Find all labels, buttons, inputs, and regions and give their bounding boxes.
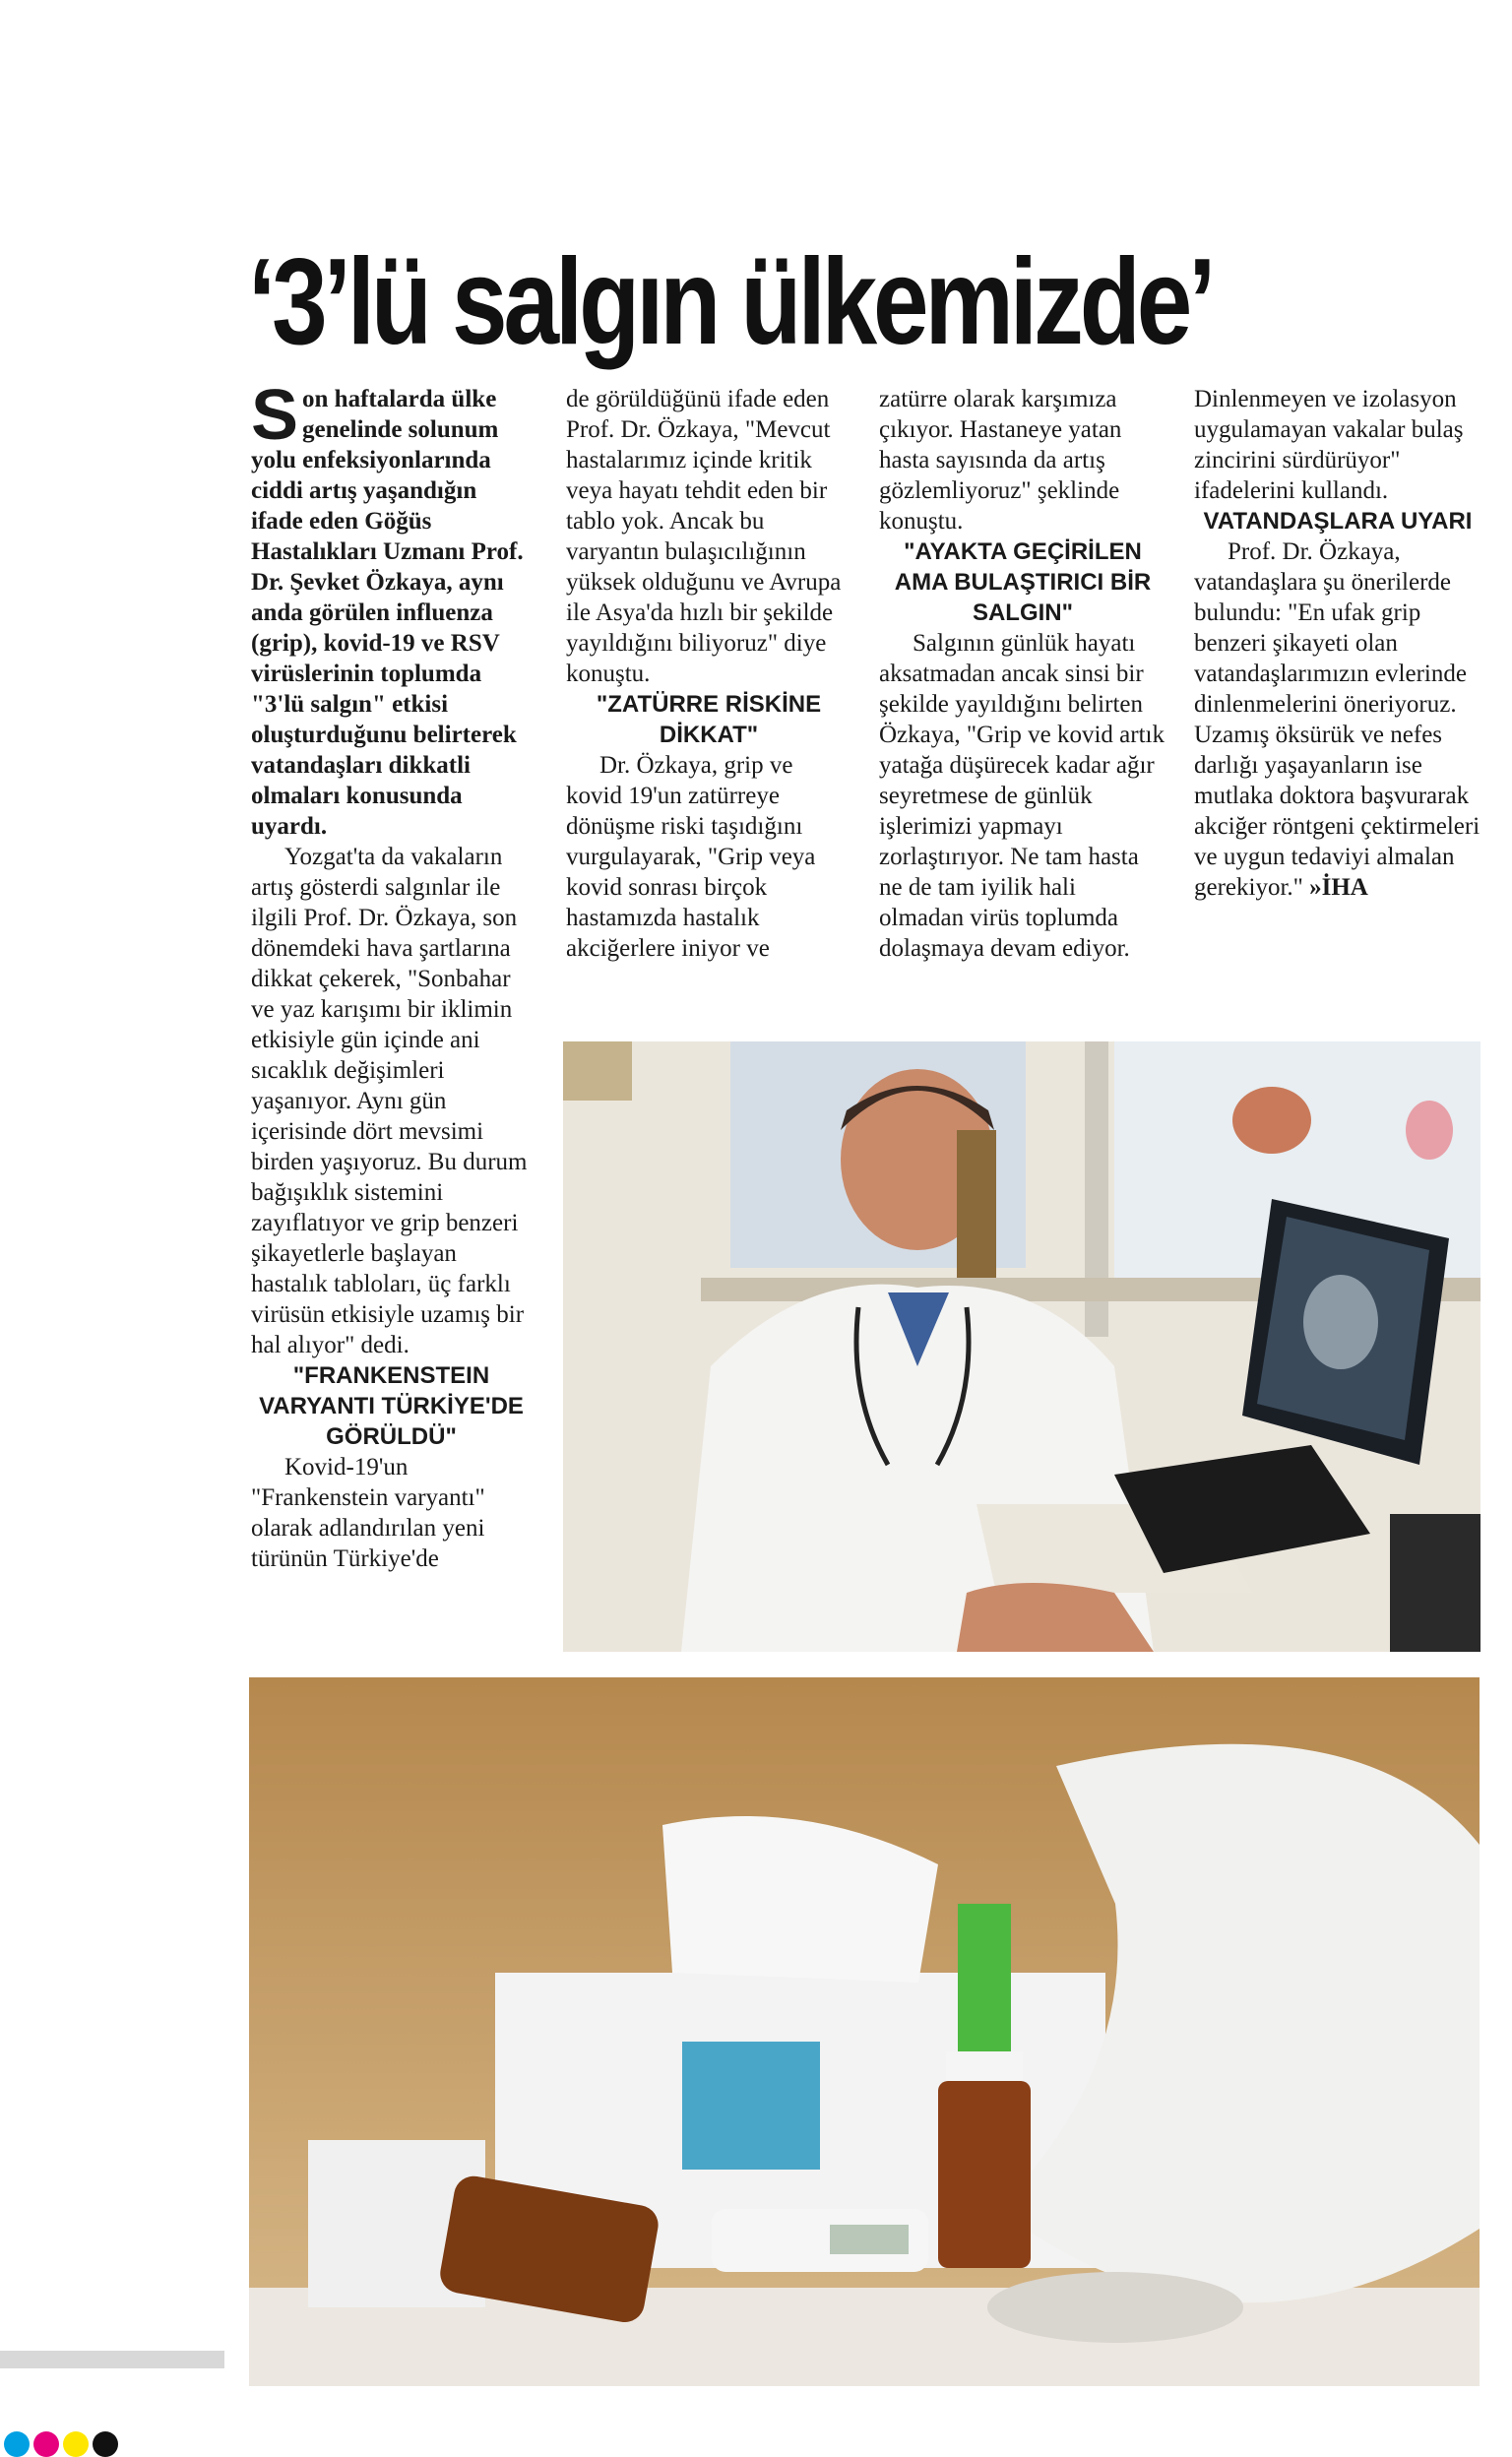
paragraph: Dr. Özkaya, grip ve kovid 19'un zatürreye dönüşme riski taşıdığını vurgulayarak, "Grip veya kovid sonrası birçok hastamızda hastalık akciğerlere iniyor ve [566,752,816,962]
subheading: "AYAKTA GEÇİRİLEN AMA BULAŞTIRICI BİR SALGIN" [894,538,1152,626]
article-column-4 [1194,384,1481,903]
doctor-illustration [563,1041,1480,1652]
drop-cap: S [251,376,299,455]
registration-mark-yellow [63,2431,89,2457]
subheading: "FRANKENSTEIN VARYANTI TÜRKİYE'DE GÖRÜLDÜ" [259,1362,524,1450]
print-margin-bar [0,2351,224,2368]
registration-mark-magenta [33,2431,59,2457]
paragraph: zatürre olarak karşımıza çıkıyor. Hastaneye yatan hasta sayısında da artış gözlemliyoruz" şeklinde konuştu. [879,386,1122,535]
paragraph-text: Prof. Dr. Özkaya, vatandaşlara şu önerilerde bulundu: "En ufak grip benzeri şikayeti olan vatandaşlarımızın evlerinde dinlenmelerini öneriyoruz. Uzamış öksürük ve nefes darlığı yaşayanların ise mutlaka doktora başvurarak akciğer röntgeni çektirmeleri ve uygun tedaviyi almalan gerekiyor." [1194,538,1480,901]
paragraph: Salgının günlük hayatı aksatmadan ancak sinsi bir şekilde yayıldığını belirten Özkaya, "Grip ve kovid artık yatağa düşürecek kadar ağır seyretmese de günlük işlerimizi yapmayı zorlaştırıyor. Ne tam hasta ne de tam iyilik hali olmadan virüs toplumda dolaşmaya devam ediyor. [879,630,1165,962]
article-column-1 [251,376,532,1574]
lead-paragraph [251,376,532,842]
headline: ‘3’lü salgın ülkemizde’ [248,234,1213,370]
registration-mark-black [93,2431,118,2457]
paragraph: Kovid-19'un "Frankenstein varyantı" olarak adlandırılan yeni türünün Türkiye'de [251,1454,485,1572]
registration-mark-cyan [4,2431,30,2457]
photo-medicines-tissues [249,1677,1480,2386]
subheading: VATANDAŞLARA UYARI [1203,508,1473,535]
paragraph: Yozgat'ta da vakaların artış gösterdi salgınlar ile ilgili Prof. Dr. Özkaya, son dönemdeki hava şartlarına dikkat çekerek, "Sonbahar ve yaz karışımı bir iklimin etkisiyle gün içinde ani sıcaklık değişimleri yaşanıyor. Aynı gün içerisinde dört mevsimi birden yaşıyoruz. Bu durum bağışıklık sistemini zayıflatıyor ve grip benzeri şikayetlerle başlayan hastalık tabloları, üç farklı virüsün etkisiyle uzamış bir hal alıyor" dedi. [251,844,528,1358]
medicines-illustration [249,1677,1480,2386]
photo-doctor-at-desk [563,1041,1480,1652]
article-column-2 [566,384,851,964]
paragraph [1194,536,1481,903]
lead-text: on haftalarda ülke genelinde solunum yolu enfeksiyonlarında ciddi artış yaşandığın ifade eden Göğüs Hastalıkları Uzmanı Prof. Dr. Şevket Özkaya, aynı anda görülen influenza (grip), kovid-19 ve RSV virüslerinin toplumda "3'lü salgın" etkisi oluşturduğunu belirterek vatandaşları dikkatli olmaları konusunda uyardı. [251,386,524,840]
paragraph: Dinlenmeyen ve izolasyon uygulamayan vakalar bulaş zincirini sürdürüyor" ifadelerini kullandı. [1194,386,1464,504]
news-source: »İHA [1309,874,1368,901]
paragraph: de görüldüğünü ifade eden Prof. Dr. Özkaya, "Mevcut hastalarımız içinde kritik veya hayatı tehdit eden bir tablo yok. Ancak bu varyantın bulaşıcılığının yüksek olduğunu ve Avrupa ile Asya'da hızlı bir şekilde yayıldığını biliyoruz" diye konuştu. [566,386,842,687]
article-column-3 [879,384,1166,964]
subheading: "ZATÜRRE RİSKİNE DİKKAT" [596,691,822,748]
